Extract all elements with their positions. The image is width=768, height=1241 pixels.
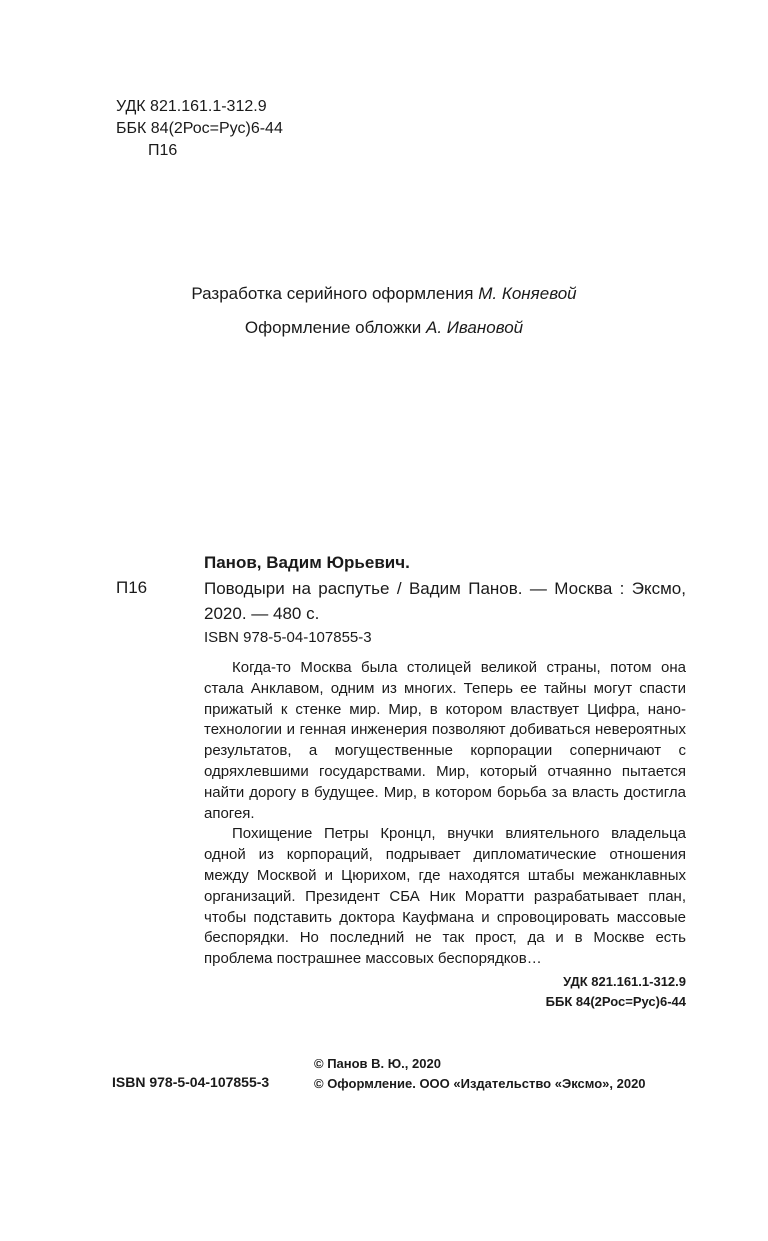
series-designer-name: М. Коняевой: [478, 284, 577, 303]
bbk-code: ББК 84(2Рос=Рус)6-44: [116, 120, 283, 137]
udk-code: УДК 821.161.1-312.9: [116, 98, 267, 115]
cover-design-label: Оформление обложки: [244, 318, 422, 337]
bibliographic-description: Поводыри на распутье / Вадим Панов. — Москва : Эксмо, 2020. — 480 с.: [204, 579, 686, 623]
annotation-paragraph: Когда-то Москва была столицей великой страны, потом она стала Анклавом, одним из многих. Теперь ее тайны могут спасти прижатый к стенке мир. Мир, в котором властвует Цифра, нанотехнологии и генная инженерия позволяют добиваться невероятных результатов, а могущественные корпорации соперничают с одряхлевшими государствами. Мир, который отчаянно пытается найти дорогу в будущее. Мир, в котором борьба за власть достигла апогея.: [204, 659, 686, 822]
bbk-code-bottom: ББК 84(2Рос=Рус)6-44: [545, 994, 686, 1009]
isbn-imprint: ISBN 978-5-04-107855-3: [112, 1074, 270, 1090]
author-mark: П16: [148, 142, 178, 159]
copyright-author: © Панов В. Ю., 2020: [314, 1056, 441, 1071]
copyright-design: © Оформление. ООО «Издательство «Эксмо», 2020: [314, 1076, 646, 1091]
cover-designer-name: А. Ивановой: [425, 318, 524, 337]
classification-codes-top: [116, 96, 283, 162]
copyright-block: [314, 1054, 646, 1094]
biblio-author-mark: П16: [116, 578, 148, 597]
isbn-record: ISBN 978-5-04-107855-3: [204, 629, 372, 646]
classification-codes-bottom: [400, 972, 686, 1012]
annotation: [204, 658, 686, 970]
cover-design-credit: [0, 316, 768, 340]
series-design-credit: [0, 282, 768, 306]
author-heading: Панов, Вадим Юрьевич.: [204, 553, 410, 572]
series-design-label: Разработка серийного оформления: [191, 284, 474, 303]
annotation-paragraph: Похищение Петры Кронцл, внучки влиятельного владельца одной из корпораций, подрывает дипломатические отношения между Москвой и Цюрихом, где находятся штабы межанклавных организаций. Президент СБА Ник Моратти разрабатывает план, чтобы подставить доктора Кауфмана и спровоцировать массовые беспорядки. Но последний не так прост, да и в Москве есть проблема пострашнее массовых беспорядков…: [204, 825, 686, 968]
udk-code-bottom: УДК 821.161.1-312.9: [563, 974, 686, 989]
